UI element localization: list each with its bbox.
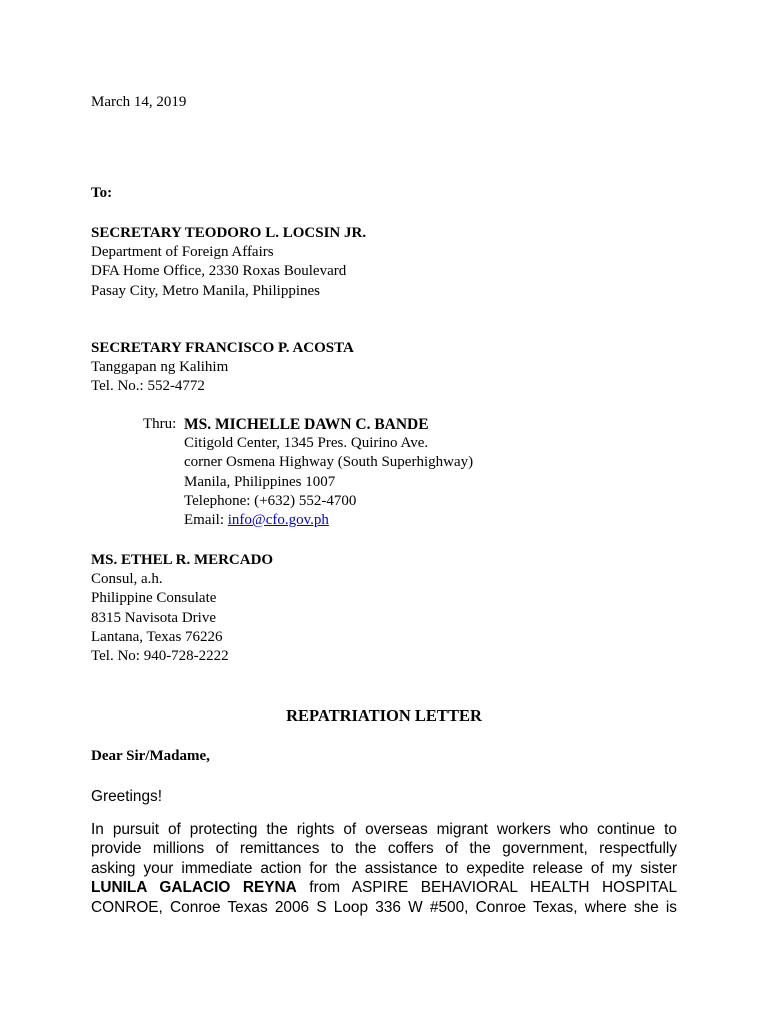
recipient-line: Philippine Consulate <box>91 590 217 607</box>
recipient-line: 8315 Navisota Drive <box>91 609 216 626</box>
salutation: Dear Sir/Madame, <box>91 748 210 764</box>
recipient-line: Tel. No: 940-728-2222 <box>91 648 229 665</box>
thru-line: Telephone: (+632) 552-4700 <box>184 492 357 509</box>
body-line <box>91 878 677 897</box>
thru-label: Thru: <box>143 416 177 432</box>
recipient-block-acosta <box>91 339 354 397</box>
body-line: asking your immediate action for the assistance to expedite release of my sister <box>91 859 677 877</box>
recipient-line: Department of Foreign Affairs <box>91 244 274 261</box>
recipient-line: Pasay City, Metro Manila, Philippines <box>91 282 321 299</box>
letter-date: March 14, 2019 <box>91 94 187 110</box>
recipient-block-mercado <box>91 551 273 666</box>
hospital-text: from ASPIRE BEHAVIORAL HEALTH HOSPITAL <box>296 879 678 897</box>
to-label: To: <box>91 185 113 201</box>
sister-name: LUNILA GALACIO REYNA <box>91 879 297 897</box>
body-line: In pursuit of protecting the rights of overseas migrant workers who continue to <box>91 821 677 838</box>
recipient-line: DFA Home Office, 2330 Roxas Boulevard <box>91 263 347 280</box>
recipient-line: Lantana, Texas 76226 <box>91 628 223 645</box>
recipient-line: Tel. No.: 552-4772 <box>91 378 205 395</box>
letter-title: REPATRIATION LETTER <box>286 706 482 725</box>
body-paragraph <box>91 820 677 917</box>
thru-line: Citigold Center, 1345 Pres. Quirino Ave. <box>184 435 429 452</box>
recipient-block-locsin <box>91 224 366 301</box>
recipient-name: SECRETARY FRANCISCO P. ACOSTA <box>91 340 354 356</box>
email-label: Email: <box>184 512 228 529</box>
thru-line: corner Osmena Highway (South Superhighway) <box>184 454 474 471</box>
greeting: Greetings! <box>91 788 163 805</box>
thru-email-line <box>184 511 473 530</box>
body-line: provide millions of remittances to the coffers of the government, respectfully <box>91 840 677 858</box>
body-line: CONROE, Conroe Texas 2006 S Loop 336 W #500, Conroe Texas, where she is <box>91 898 677 916</box>
recipient-line: Tanggapan ng Kalihim <box>91 359 229 376</box>
thru-line: Manila, Philippines 1007 <box>184 473 336 490</box>
recipient-name: SECRETARY TEODORO L. LOCSIN JR. <box>91 225 367 241</box>
thru-block-bande <box>184 415 473 530</box>
email-link[interactable]: info@cfo.gov.ph <box>227 512 329 529</box>
thru-name: MS. MICHELLE DAWN C. BANDE <box>184 416 429 433</box>
recipient-line: Consul, a.h. <box>91 571 163 588</box>
recipient-name: MS. ETHEL R. MERCADO <box>91 552 274 568</box>
